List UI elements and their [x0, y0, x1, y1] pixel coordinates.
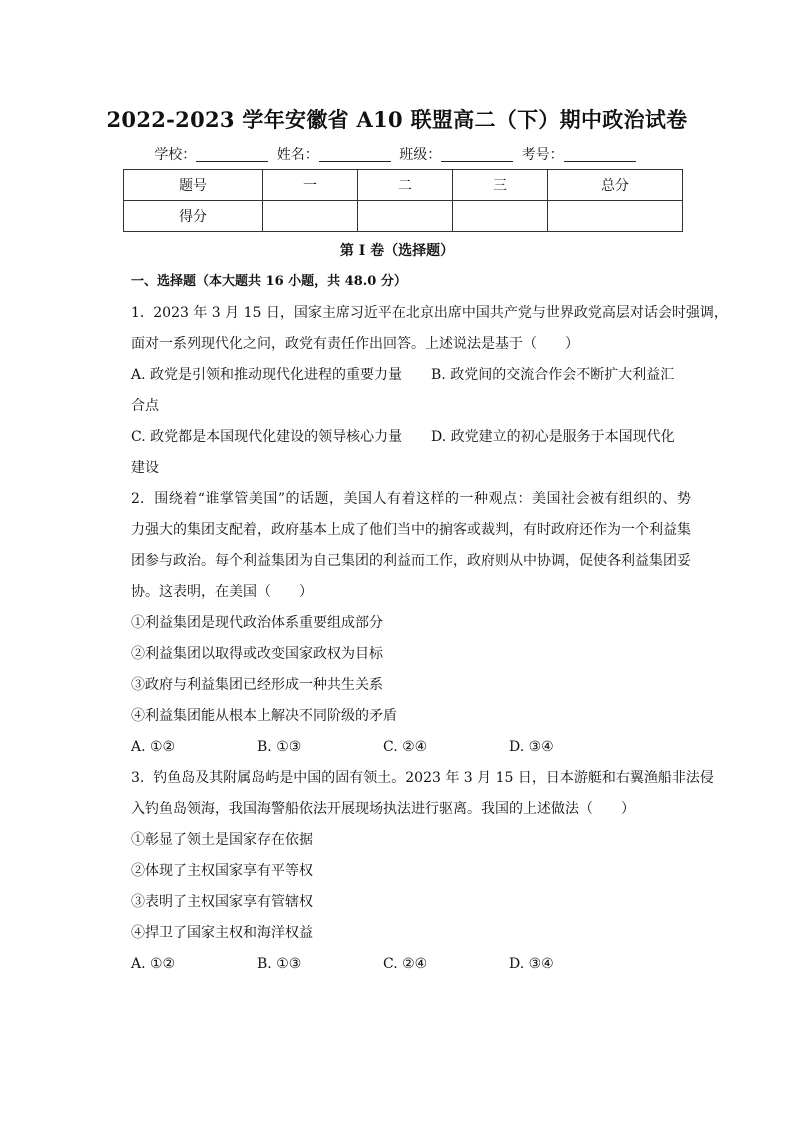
option-a: A. ①②: [131, 739, 176, 755]
school-blank: [196, 147, 268, 162]
statement-1: ①彰显了领土是国家存在依据: [131, 832, 313, 848]
questions-content: [131, 298, 728, 980]
option-d: D. 政党建立的初心是服务于本国现代化: [431, 429, 675, 445]
score-table: [123, 169, 683, 232]
score-header-cell: 一: [263, 170, 358, 201]
score-row-label: 得分: [124, 201, 263, 232]
student-info-line: [0, 144, 794, 164]
score-header-cell: 三: [453, 170, 548, 201]
exam-no-label: 考号：: [521, 147, 564, 163]
option-c: C. ②④: [383, 956, 428, 972]
class-blank: [441, 147, 513, 162]
option-line: [131, 732, 691, 763]
statement-2: ②利益集团以取得或改变国家政权为目标: [131, 646, 383, 662]
option-c: C. ②④: [383, 739, 428, 755]
option-line: [131, 949, 691, 980]
option-b: B. ①③: [257, 956, 302, 972]
question-2: [131, 484, 691, 763]
question-1: [131, 298, 728, 484]
question-line: 入钓鱼岛领海，我国海警船依法开展现场执法进行驱离。我国的上述做法（ ）: [131, 801, 635, 817]
question-line: 协。这表明，在美国（ ）: [131, 584, 313, 600]
option-continuation: 建设: [131, 460, 159, 476]
statement-1: ①利益集团是现代政治体系重要组成部分: [131, 615, 383, 631]
score-cell: [263, 201, 358, 232]
option-b: B. 政党间的交流合作会不断扩大利益汇: [431, 367, 675, 383]
score-cell: [453, 201, 548, 232]
option-line: [131, 360, 691, 391]
score-header-cell: 题号: [124, 170, 263, 201]
name-label: 姓名：: [276, 147, 319, 163]
exam-no-blank: [564, 147, 636, 162]
score-table-header-row: [124, 170, 683, 201]
question-line: 3. 钓鱼岛及其附属岛屿是中国的固有领土。2023 年 3 月 15 日，日本游艇和右翼渔船非法侵: [131, 770, 714, 786]
statement-2: ②体现了主权国家享有平等权: [131, 863, 313, 879]
class-label: 班级：: [399, 147, 442, 163]
score-table-score-row: [124, 201, 683, 232]
statement-3: ③表明了主权国家享有管辖权: [131, 894, 313, 910]
school-label: 学校：: [154, 147, 197, 163]
part-title: 一、选择题（本大题共 16 小题，共 48.0 分）: [131, 274, 407, 289]
score-header-cell: 二: [358, 170, 453, 201]
option-a: A. ①②: [131, 956, 176, 972]
question-line: 2. 围绕着“谁掌管美国”的话题，美国人有着这样的一种观点：美国社会被有组织的、势: [131, 491, 691, 507]
option-d: D. ③④: [509, 956, 554, 972]
statement-4: ④利益集团能从根本上解决不同阶级的矛盾: [131, 708, 397, 724]
question-line: 面对一系列现代化之问，政党有责任作出回答。上述说法是基于（ ）: [131, 336, 579, 352]
option-a: A. 政党是引领和推动现代化进程的重要力量: [131, 367, 403, 383]
question-line: 1. 2023 年 3 月 15 日，国家主席习近平在北京出席中国共产党与世界政党高层对话会时强调，: [131, 305, 728, 321]
statement-3: ③政府与利益集团已经形成一种共生关系: [131, 677, 383, 693]
exam-title: 2022-2023 学年安徽省 A10 联盟高二（下）期中政治试卷: [106, 107, 688, 132]
question-3: [131, 763, 714, 980]
question-line: 力强大的集团支配着，政府基本上成了他们当中的掮客或裁判，有时政府还作为一个利益集: [131, 522, 691, 538]
question-line: 团参与政治。每个利益集团为自己集团的利益而工作，政府则从中协调，促使各利益集团妥: [131, 553, 691, 569]
score-header-cell: 总分: [548, 170, 683, 201]
section-title: 第 I 卷（选择题）: [339, 243, 455, 259]
name-blank: [319, 147, 391, 162]
option-c: C. 政党都是本国现代化建设的领导核心力量: [131, 429, 403, 445]
statement-4: ④捍卫了国家主权和海洋权益: [131, 925, 313, 941]
option-continuation: 合点: [131, 398, 159, 414]
option-b: B. ①③: [257, 739, 302, 755]
option-d: D. ③④: [509, 739, 554, 755]
option-line: [131, 422, 691, 453]
score-cell: [548, 201, 683, 232]
score-cell: [358, 201, 453, 232]
